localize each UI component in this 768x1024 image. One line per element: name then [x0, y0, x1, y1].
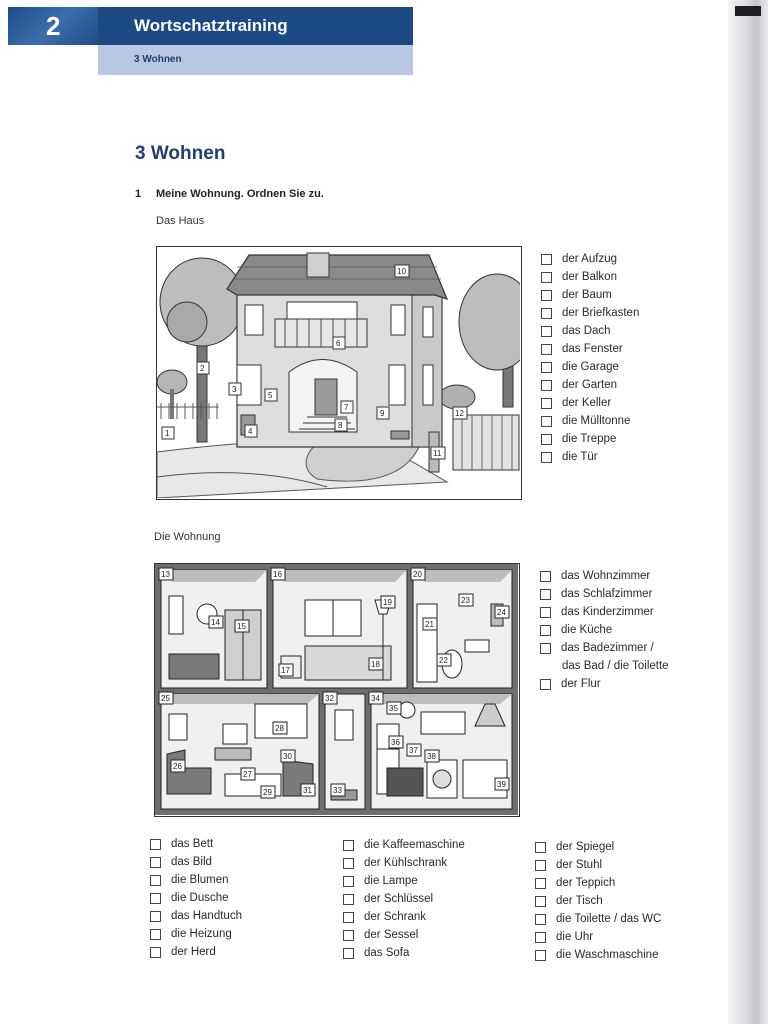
apt-label-16: [271, 568, 285, 580]
checkbox[interactable]: [150, 911, 161, 922]
apt-label-38: [425, 750, 439, 762]
word-label: die Waschmaschine: [556, 949, 659, 961]
word-label: das Kinderzimmer: [561, 606, 654, 618]
room-word-item: [540, 675, 669, 693]
apt-label-13: [159, 568, 173, 580]
apt-label-31: [301, 784, 315, 796]
house-word-item: [541, 448, 639, 466]
svg-text:36: 36: [391, 738, 400, 747]
word-label: die Toilette / das WC: [556, 913, 662, 925]
exercise-number: 1: [135, 188, 142, 200]
checkbox[interactable]: [540, 607, 551, 618]
word-label: das Bad / die Toilette: [562, 660, 669, 672]
checkbox[interactable]: [540, 625, 551, 636]
apt-label-37: [407, 744, 421, 756]
svg-text:27: 27: [243, 770, 252, 779]
apt-label-18: [369, 658, 383, 670]
svg-text:35: 35: [389, 704, 398, 713]
word-label: das Fenster: [562, 343, 623, 355]
house-word-list: [541, 250, 639, 466]
object-word-item: [343, 890, 465, 908]
checkbox[interactable]: [343, 930, 354, 941]
word-label: der Flur: [561, 678, 601, 690]
svg-text:29: 29: [263, 788, 272, 797]
object-word-item: [343, 872, 465, 890]
svg-text:19: 19: [383, 598, 392, 607]
house-word-item: [541, 268, 639, 286]
house-word-item: [541, 376, 639, 394]
svg-text:26: 26: [173, 762, 182, 771]
apt-label-20: [411, 568, 425, 580]
svg-text:16: 16: [273, 570, 282, 579]
apt-label-39: [495, 778, 509, 790]
room-word-item: [540, 585, 669, 603]
word-label: der Aufzug: [562, 253, 617, 265]
checkbox[interactable]: [540, 571, 551, 582]
word-label: die Dusche: [171, 892, 229, 904]
checkbox[interactable]: [541, 434, 552, 445]
apt-label-24: [495, 606, 509, 618]
house-label-4: [245, 425, 257, 437]
object-word-item: [535, 928, 661, 946]
house-word-item: [541, 286, 639, 304]
checkbox[interactable]: [541, 290, 552, 301]
chapter-number: 2: [46, 11, 61, 41]
svg-text:25: 25: [161, 694, 170, 703]
svg-text:33: 33: [333, 786, 342, 795]
apartment-subtitle: Die Wohnung: [154, 531, 221, 543]
chapter-subtitle-bar: [98, 45, 413, 75]
house-word-item: [541, 394, 639, 412]
word-label: der Briefkasten: [562, 307, 640, 319]
checkbox[interactable]: [541, 362, 552, 373]
checkbox[interactable]: [150, 947, 161, 958]
svg-text:24: 24: [497, 608, 506, 617]
house-label-12: [453, 407, 467, 419]
svg-text:10: 10: [397, 267, 406, 276]
word-label: das Badezimmer /: [561, 642, 654, 654]
word-label: der Kühlschrank: [364, 857, 448, 869]
word-label: der Schlüssel: [364, 893, 434, 905]
svg-text:6: 6: [336, 339, 341, 348]
object-word-item: [343, 926, 465, 944]
object-word-item: [150, 853, 242, 871]
house-word-item: [541, 322, 639, 340]
word-label: der Tisch: [556, 895, 603, 907]
checkbox[interactable]: [535, 860, 546, 871]
svg-text:4: 4: [248, 427, 253, 436]
apartment-illustration: [154, 563, 520, 817]
house-label-2: [197, 362, 209, 374]
checkbox[interactable]: [150, 893, 161, 904]
word-label: die Blumen: [171, 874, 229, 886]
word-label: das Schlafzimmer: [561, 588, 653, 600]
word-label: das Bild: [171, 856, 212, 868]
word-label: der Sessel: [364, 929, 419, 941]
svg-text:37: 37: [409, 746, 418, 755]
checkbox[interactable]: [150, 929, 161, 940]
svg-text:14: 14: [211, 618, 220, 627]
checkbox[interactable]: [541, 344, 552, 355]
house-label-8: [335, 419, 347, 431]
svg-text:22: 22: [439, 656, 448, 665]
word-label: der Garten: [562, 379, 617, 391]
room-word-item: [540, 567, 669, 585]
apt-label-35: [387, 702, 401, 714]
object-word-item: [535, 892, 661, 910]
checkbox[interactable]: [541, 308, 552, 319]
checkbox[interactable]: [343, 948, 354, 959]
svg-text:3: 3: [232, 385, 237, 394]
object-word-item: [150, 943, 242, 961]
house-label-5: [265, 389, 277, 401]
word-label: der Stuhl: [556, 859, 603, 871]
checkbox[interactable]: [343, 858, 354, 869]
apt-label-27: [241, 768, 255, 780]
checkbox[interactable]: [535, 932, 546, 943]
svg-text:23: 23: [461, 596, 470, 605]
checkbox[interactable]: [535, 950, 546, 961]
object-word-item: [343, 908, 465, 926]
word-label: die Tür: [562, 451, 598, 463]
house-label-11: [431, 447, 445, 459]
house-word-item: [541, 304, 639, 322]
apt-label-29: [261, 786, 275, 798]
apt-label-22: [437, 654, 451, 666]
word-label: der Baum: [562, 289, 612, 301]
word-label: die Garage: [562, 361, 619, 373]
apt-label-14: [209, 616, 223, 628]
house-word-item: [541, 412, 639, 430]
checkbox[interactable]: [343, 912, 354, 923]
svg-text:30: 30: [283, 752, 292, 761]
apt-label-26: [171, 760, 185, 772]
svg-text:8: 8: [338, 421, 343, 430]
apt-label-36: [389, 736, 403, 748]
room-word-item: [540, 639, 669, 657]
object-word-item: [150, 871, 242, 889]
house-label-3: [229, 383, 241, 395]
chapter-title-bar: [98, 7, 413, 45]
checkbox[interactable]: [150, 857, 161, 868]
house-word-item: [541, 340, 639, 358]
svg-text:31: 31: [303, 786, 312, 795]
word-label: das Dach: [562, 325, 611, 337]
room-word-item: [540, 603, 669, 621]
word-label: der Keller: [562, 397, 612, 409]
word-label: das Handtuch: [171, 910, 242, 922]
object-word-item: [343, 944, 465, 962]
word-label: der Teppich: [556, 877, 616, 889]
house-word-item: [541, 430, 639, 448]
word-label: die Uhr: [556, 931, 594, 943]
svg-text:9: 9: [380, 409, 385, 418]
checkbox[interactable]: [541, 326, 552, 337]
word-label: der Schrank: [364, 911, 427, 923]
word-label: die Treppe: [562, 433, 617, 445]
object-word-item: [535, 946, 661, 964]
checkbox[interactable]: [150, 839, 161, 850]
house-label-9: [377, 407, 389, 419]
apt-label-23: [459, 594, 473, 606]
svg-text:20: 20: [413, 570, 422, 579]
chapter-number-box: [8, 7, 98, 45]
object-word-item: [150, 925, 242, 943]
word-label: das Sofa: [364, 947, 410, 959]
apartment-drawing: [155, 564, 518, 815]
apt-label-28: [273, 722, 287, 734]
svg-text:11: 11: [433, 449, 442, 458]
object-word-item: [150, 835, 242, 853]
svg-text:12: 12: [455, 409, 464, 418]
apt-label-17: [279, 664, 293, 676]
apt-label-34: [369, 692, 383, 704]
house-word-item: [541, 250, 639, 268]
room-word-item: [540, 621, 669, 639]
object-word-item: [535, 838, 661, 856]
svg-text:34: 34: [371, 694, 380, 703]
apt-label-19: [381, 596, 395, 608]
room-word-item-continued: [540, 657, 669, 675]
object-word-item: [150, 907, 242, 925]
svg-text:18: 18: [371, 660, 380, 669]
section-title: 3 Wohnen: [135, 143, 226, 164]
svg-text:39: 39: [497, 780, 506, 789]
house-word-item: [541, 358, 639, 376]
word-label: das Wohnzimmer: [561, 570, 651, 582]
checkbox[interactable]: [343, 894, 354, 905]
checkbox[interactable]: [535, 914, 546, 925]
svg-text:1: 1: [165, 429, 170, 438]
object-word-item: [535, 910, 661, 928]
apt-label-33: [331, 784, 345, 796]
checkbox[interactable]: [540, 643, 551, 654]
object-word-list-1: [150, 835, 242, 961]
chapter-subtitle: 3 Wohnen: [134, 54, 182, 65]
apt-label-21: [423, 618, 437, 630]
object-word-list-2: [343, 836, 465, 962]
svg-text:38: 38: [427, 752, 436, 761]
svg-text:15: 15: [237, 622, 246, 631]
word-label: der Herd: [171, 946, 216, 958]
room-word-list: [540, 567, 669, 693]
word-label: der Spiegel: [556, 841, 615, 853]
object-word-item: [535, 874, 661, 892]
word-label: die Küche: [561, 624, 613, 636]
word-label: das Bett: [171, 838, 214, 850]
object-word-list-3: [535, 838, 661, 964]
house-label-10: [395, 265, 409, 277]
svg-text:13: 13: [161, 570, 170, 579]
house-label-1: [162, 427, 174, 439]
word-label: die Mülltonne: [562, 415, 631, 427]
checkbox[interactable]: [535, 896, 546, 907]
object-word-item: [343, 854, 465, 872]
object-word-item: [343, 836, 465, 854]
svg-text:7: 7: [344, 403, 349, 412]
object-word-item: [150, 889, 242, 907]
house-drawing: [157, 247, 520, 498]
apt-label-25: [159, 692, 173, 704]
apt-label-32: [323, 692, 337, 704]
checkbox[interactable]: [150, 875, 161, 886]
word-label: die Kaffeemaschine: [364, 839, 465, 851]
svg-text:17: 17: [281, 666, 290, 675]
checkbox[interactable]: [541, 380, 552, 391]
word-label: die Lampe: [364, 875, 418, 887]
checkbox[interactable]: [541, 398, 552, 409]
checkbox[interactable]: [540, 589, 551, 600]
checkbox[interactable]: [541, 254, 552, 265]
apt-label-15: [235, 620, 249, 632]
checkbox[interactable]: [541, 272, 552, 283]
checkbox[interactable]: [541, 452, 552, 463]
svg-text:32: 32: [325, 694, 334, 703]
page-edge-corner: [735, 6, 761, 16]
chapter-title: Wortschatztraining: [134, 16, 288, 35]
house-subtitle: Das Haus: [156, 215, 205, 227]
svg-text:2: 2: [200, 364, 205, 373]
svg-text:21: 21: [425, 620, 434, 629]
checkbox[interactable]: [535, 878, 546, 889]
page-edge: [728, 0, 768, 1024]
checkbox[interactable]: [343, 876, 354, 887]
checkbox[interactable]: [540, 679, 551, 690]
checkbox[interactable]: [535, 842, 546, 853]
object-word-item: [535, 856, 661, 874]
word-label: die Heizung: [171, 928, 232, 940]
checkbox[interactable]: [541, 416, 552, 427]
svg-text:5: 5: [268, 391, 273, 400]
house-label-6: [333, 337, 345, 349]
house-label-7: [341, 401, 353, 413]
svg-text:28: 28: [275, 724, 284, 733]
house-illustration: [156, 246, 522, 500]
checkbox[interactable]: [343, 840, 354, 851]
apt-label-30: [281, 750, 295, 762]
word-label: der Balkon: [562, 271, 617, 283]
exercise-instruction: Meine Wohnung. Ordnen Sie zu.: [156, 188, 324, 200]
